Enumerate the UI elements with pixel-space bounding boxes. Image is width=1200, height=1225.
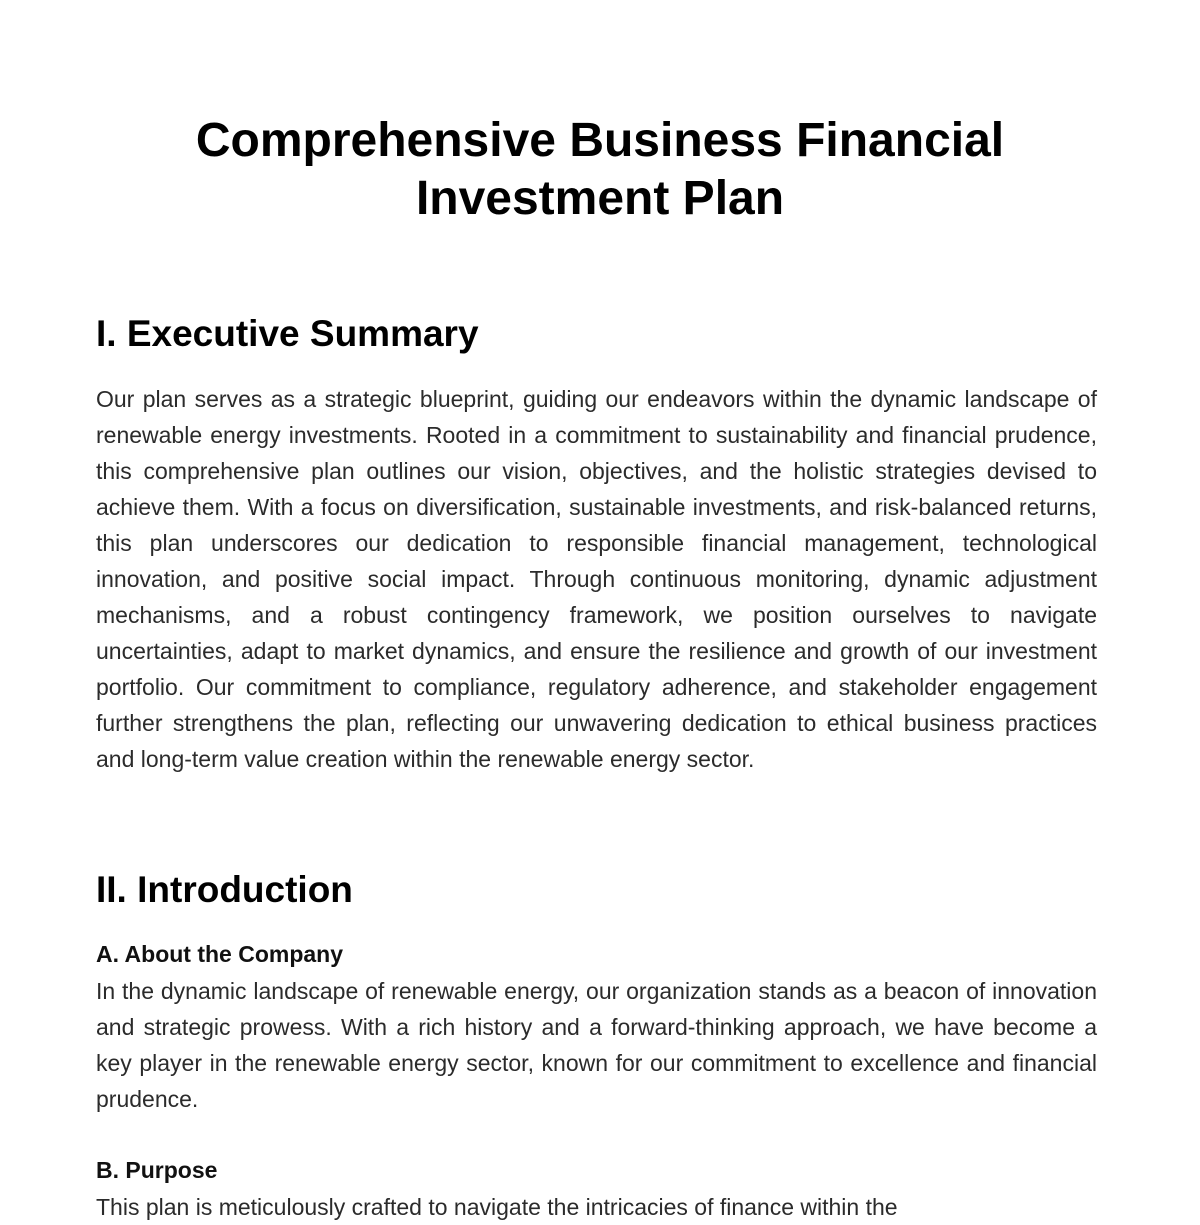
section-heading-introduction: II. Introduction <box>96 869 353 910</box>
section-heading-executive-summary: I. Executive Summary <box>96 313 479 354</box>
subsection-heading-purpose: B. Purpose <box>96 1157 218 1183</box>
subsection-heading-about-company: A. About the Company <box>96 941 344 967</box>
about-company-paragraph: In the dynamic landscape of renewable energy, our organization stands as a beacon of innovation and strategic prowess. With a rich history and a forward-thinking approach, we have become a key player in the renewable energy sector, known for our commitment to excellence and financial prudence. <box>96 978 1097 1112</box>
document-title: Comprehensive Business Financial Investment Plan <box>195 114 1005 225</box>
purpose-paragraph: This plan is meticulously crafted to navigate the intricacies of finance within the <box>96 1194 898 1220</box>
executive-summary-paragraph: Our plan serves as a strategic blueprint, guiding our endeavors within the dynamic landscape of renewable energy investments. Rooted in a commitment to sustainability and financial prudence, this comprehensive plan outlines our vision, objectives, and the holistic strategies devised to achieve them. With a focus on diversification, sustainable investments, and risk-balanced returns, this plan underscores our dedication to responsible financial management, technological innovation, and positive social impact. Through continuous monitoring, dynamic adjustment mechanisms, and a robust contingency framework, we position ourselves to navigate uncertainties, adapt to market dynamics, and ensure the resilience and growth of our investment portfolio. Our commitment to compliance, regulatory adherence, and stakeholder engagement further strengthens the plan, reflecting our unwavering dedication to ethical business practices and long-term value creation within the renewable energy sector. <box>96 386 1097 772</box>
